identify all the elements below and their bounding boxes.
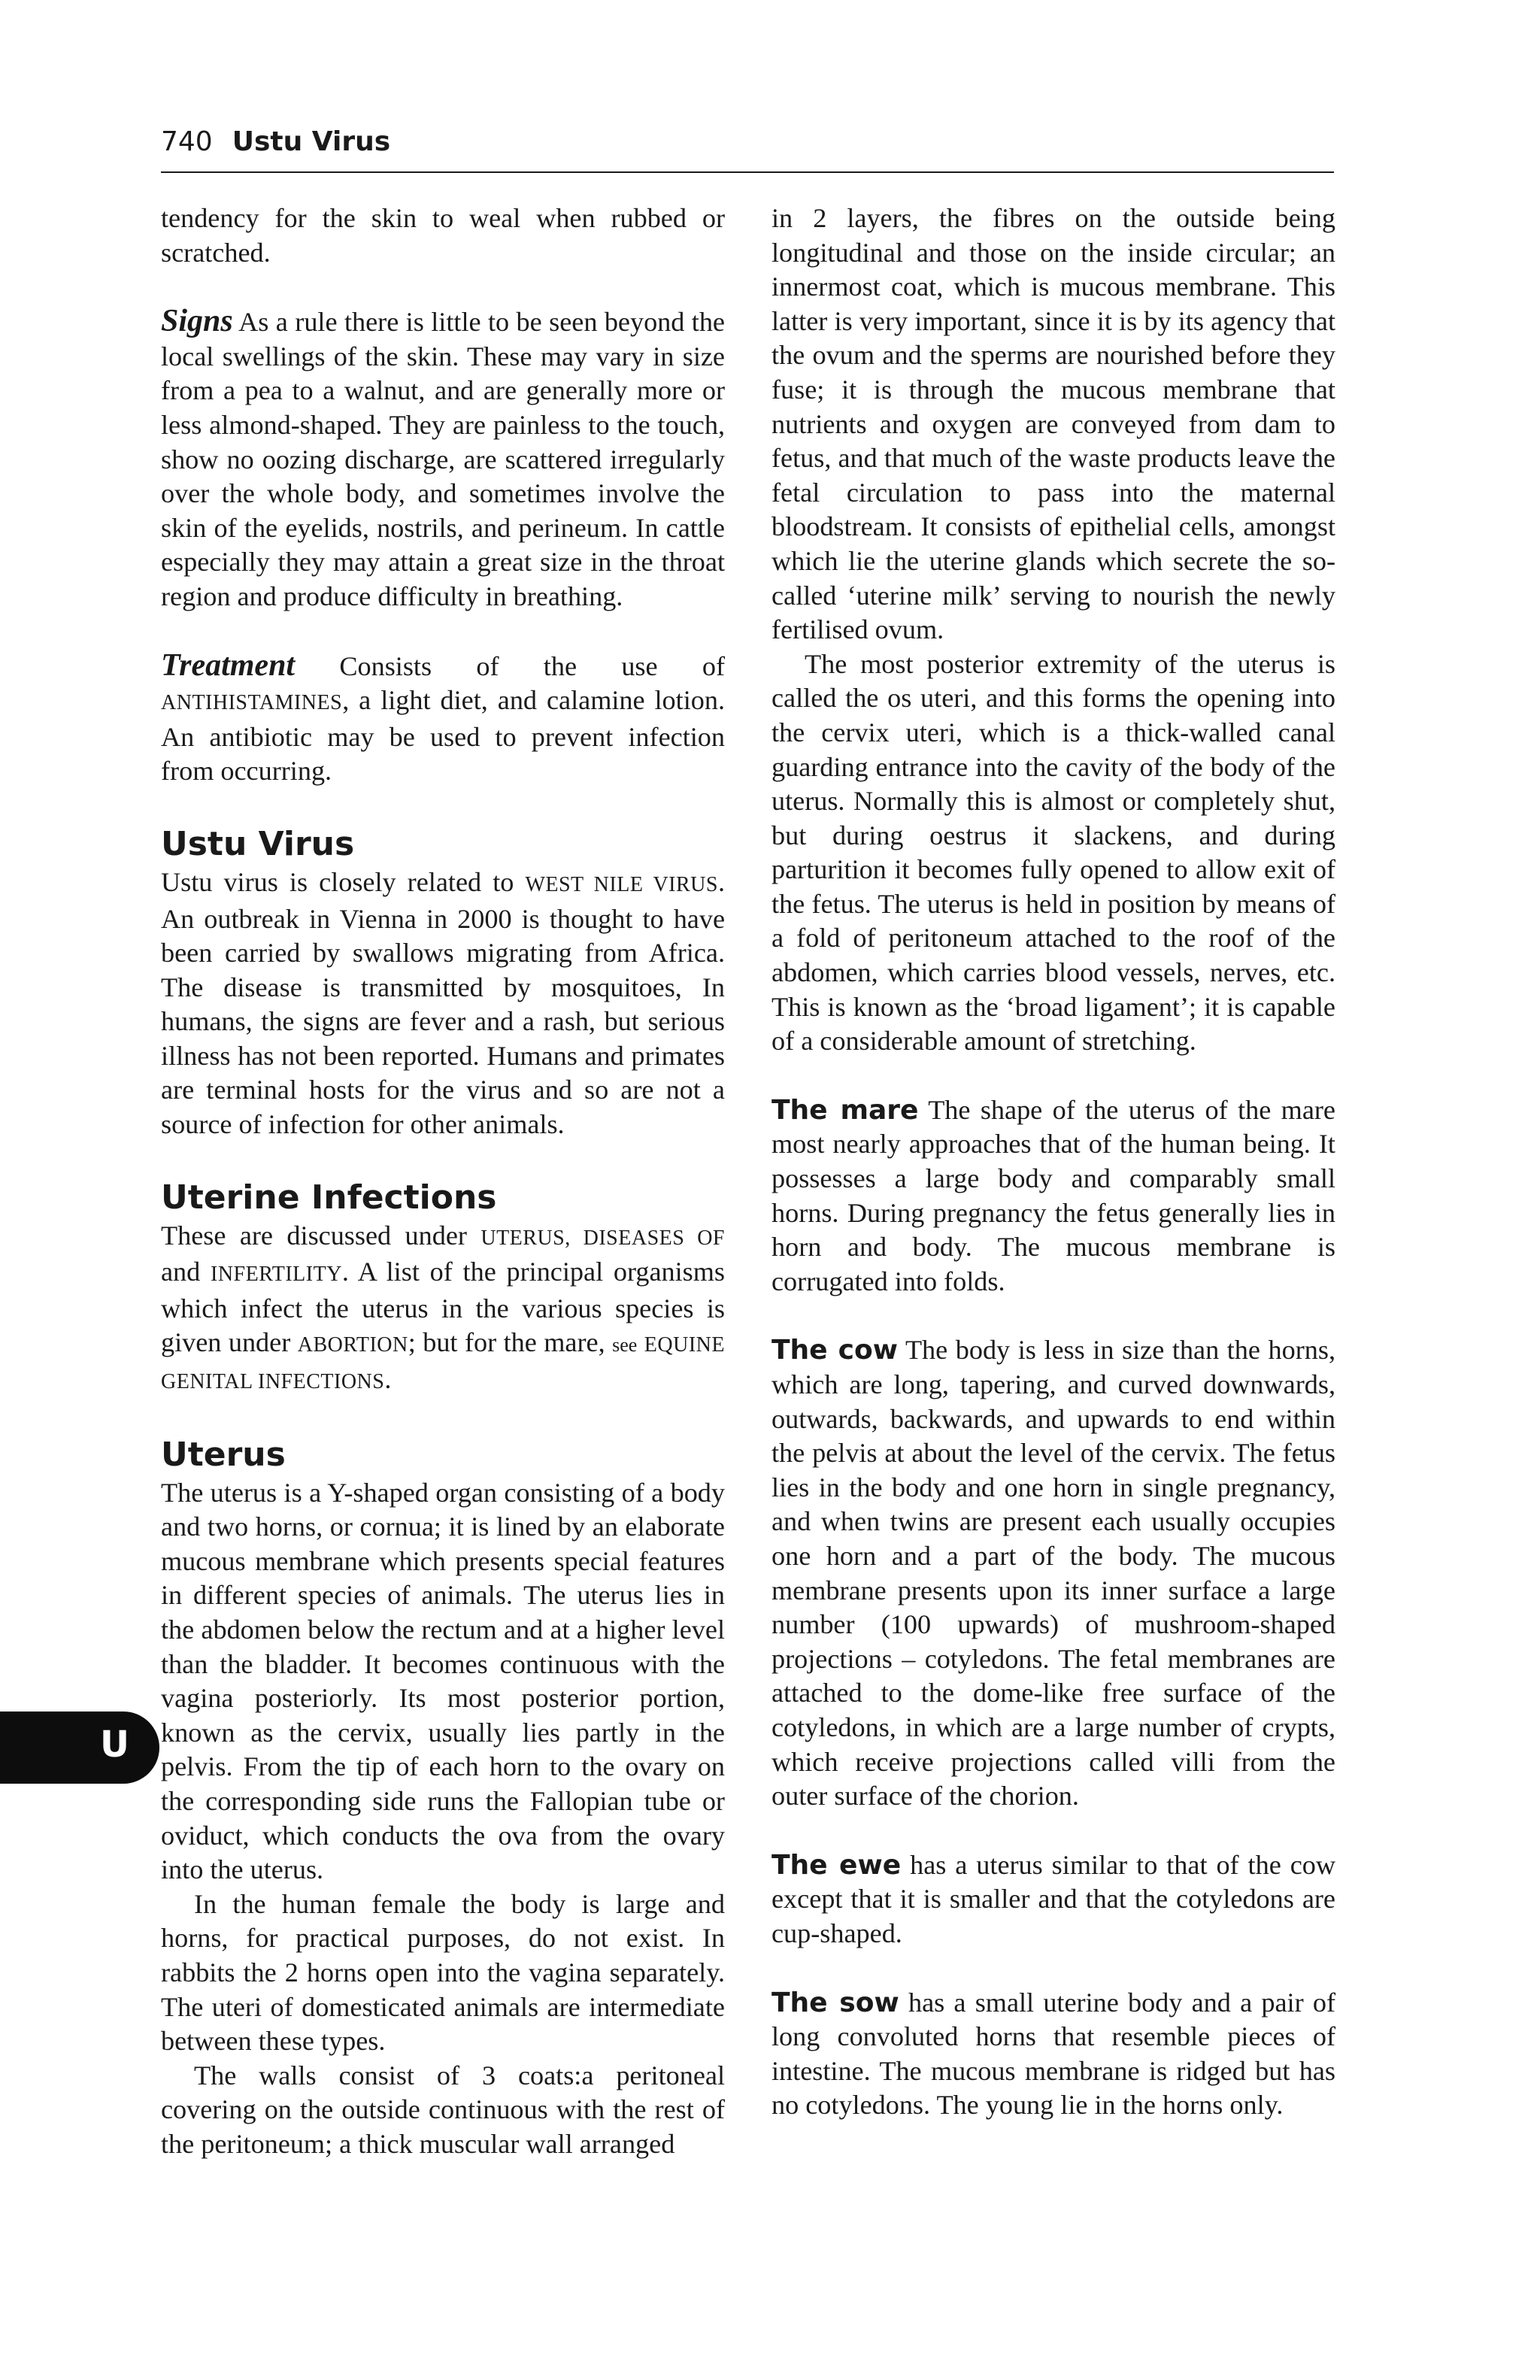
cow-lead: The cow bbox=[772, 1335, 898, 1366]
ustu-paragraph bbox=[161, 866, 725, 1142]
xref-antihistamines: ANTIHISTAMINES bbox=[161, 691, 343, 715]
ustu-text: Ustu virus is closely related to bbox=[161, 866, 514, 897]
ewe-paragraph bbox=[772, 1848, 1335, 1951]
right-column bbox=[772, 202, 1335, 2123]
uterine-text-3: . A list of the principal organisms which infect the uterus in the various species is given under bbox=[161, 1257, 725, 1358]
os-uteri-paragraph: The most posterior extremity of the uterus is called the os uteri, and this forms the opening into the cervix uteri, which is a thick-walled canal guarding entrance into the cavity of the body of the uterus. Normally this is almost or completely shut, but during oestrus it slackens, and during parturition it becomes fully opened to allow exit of the fetus. The uterus is held in position by means of a fold of peritoneum attached to the roof of the abdomen, which carries blood vessels, nerves, etc. This is known as the ‘broad ligament’; it is capable of a considerable amount of stretching. bbox=[772, 648, 1335, 1057]
running-head bbox=[161, 126, 390, 157]
heading-uterine-infections: Uterine Infections bbox=[161, 1178, 497, 1217]
xref-west-nile-virus: WEST NILE VIRUS bbox=[525, 872, 718, 896]
xref-equine-genital-infections: EQUINE GENITAL INFECTIONS bbox=[161, 1333, 725, 1394]
thumb-tab-letter: U bbox=[100, 1724, 129, 1766]
uterine-text-1: These are discussed under bbox=[161, 1220, 467, 1251]
uterus-paragraph-1: The uterus is a Y-shaped organ consisting of a body and two horns, or cornua; it is lined by an elaborate mucous membrane which presents special features in different species of animals. The uterus lies in the abdomen below the rectum and at a higher level than the bladder. It becomes continuous with the vagina posteriorly. Its most posterior portion, known as the cervix, usually lies partly in the pelvis. From the tip of each horn to the ovary on the corresponding side runs the Fallopian tube or oviduct, which conducts the ova from the ovary into the uterus. bbox=[161, 1477, 725, 1885]
xref-infertility: INFERTILITY bbox=[211, 1263, 342, 1287]
signs-text: As a rule there is little to be seen beyond the local swellings of the skin. These may vary in size from a pea to a walnut, and are generally more or less almond-shaped. They are painless to the touch, show no oozing discharge, are scattered irregularly over the whole body, and sometimes involve the skin of the eyelids, nostrils, and perineum. In cattle especially they may attain a great size in the throat region and produce difficulty in breathing. bbox=[161, 307, 725, 611]
see-word: see bbox=[612, 1334, 638, 1357]
cow-paragraph bbox=[772, 1333, 1335, 1813]
running-title: Ustu Virus bbox=[232, 126, 391, 157]
page-number: 740 bbox=[161, 126, 213, 157]
sow-paragraph bbox=[772, 1986, 1335, 2123]
treatment-paragraph bbox=[161, 649, 725, 789]
xref-abortion: ABORTION bbox=[297, 1333, 408, 1357]
treatment-text-2: , a light diet, and calamine lotion. An antibiotic may be used to prevent infection from occurring. bbox=[161, 685, 725, 787]
walls-continued-paragraph: in 2 layers, the fibres on the outside being longitudinal and those on the inside circular; an innermost coat, which is mucous membrane. This latter is very important, since it is by its agency that the ovum and the sperms are nourished before they fuse; it is through the mucous membrane that nutrients and oxygen are conveyed from dam to fetus, and that much of the waste products leave the fetal circulation to pass into the maternal bloodstream. It consists of epithelial cells, amongst which lie the uterine glands which secrete the so-called ‘uterine milk’ serving to nourish the newly fertilised ovum. bbox=[772, 203, 1335, 645]
thumb-index-tab bbox=[0, 1711, 159, 1784]
uterine-text-4: ; but for the mare, bbox=[408, 1327, 605, 1358]
treatment-text: Consists of the use of bbox=[339, 650, 725, 681]
ewe-lead: The ewe bbox=[772, 1849, 902, 1881]
intro-paragraph: tendency for the skin to weal when rubbed or scratched. bbox=[161, 203, 725, 268]
heading-ustu-virus: Ustu Virus bbox=[161, 824, 355, 863]
signs-lead: Signs bbox=[161, 304, 233, 339]
ewe-text: has a uterus similar to that of the cow except that it is smaller and that the cotyledons are cup-shaped. bbox=[772, 1849, 1336, 1948]
xref-uterus-diseases: UTERUS, DISEASES OF bbox=[480, 1226, 725, 1250]
cow-text: The body is less in size than the horns, which are long, tapering, and curved downwards, outwards, backwards, and upwards to end within the pelvis at about the level of the cervix. The fetus lies in the body and one horn in single pregnancy, and when twins are present each usually occupies one horn and a part of the body. The mucous membrane presents upon its inner surface a large number (100 upwards) of mushroom-shaped projections – cotyledons. The fetal membranes are attached to the dome-like free surface of the cotyledons, in which are a large number of crypts, which receive projections called villi from the outer surface of the chorion. bbox=[772, 1335, 1335, 1812]
treatment-lead: Treatment bbox=[161, 647, 296, 683]
sow-lead: The sow bbox=[772, 1987, 899, 2018]
uterine-text-5: . bbox=[384, 1364, 392, 1395]
heading-uterus: Uterus bbox=[161, 1435, 286, 1474]
mare-lead: The mare bbox=[772, 1094, 919, 1126]
header-rule bbox=[161, 171, 1334, 173]
uterus-paragraph-2: In the human female the body is large and horns, for practical purposes, do not exist. In rabbits the 2 horns open into the vagina separately. The uteri of domesticated animals are intermediate between these types. bbox=[161, 1888, 725, 2057]
sow-text: has a small uterine body and a pair of long convoluted horns that resemble pieces of intestine. The mucous membrane is ridged but has no cotyledons. The young lie in the horns only. bbox=[772, 1987, 1336, 2121]
left-column bbox=[161, 202, 725, 2162]
uterine-text-2: and bbox=[161, 1257, 201, 1287]
mare-paragraph bbox=[772, 1093, 1335, 1299]
ustu-text-2: . An outbreak in Vienna in 2000 is thought to have been carried by swallows migrating from Africa. The disease is transmitted by mosquitoes, In humans, the signs are fever and a rash, but serious illness has not been reported. Humans and primates are terminal hosts for the virus and so are not a source of infection for other animals. bbox=[161, 866, 726, 1140]
uterine-paragraph bbox=[161, 1219, 725, 1399]
signs-paragraph bbox=[161, 305, 725, 614]
mare-text: The shape of the uterus of the mare most nearly approaches that of the human being. It possesses a large body and comparably small horns. During pregnancy the fetus generally lies in horn and body. The mucous membrane is corrugated into folds. bbox=[772, 1094, 1335, 1296]
uterus-paragraph-3: The walls consist of 3 coats:a peritoneal covering on the outside continuous with the rest of the peritoneum; a thick muscular wall arranged bbox=[161, 2060, 725, 2159]
